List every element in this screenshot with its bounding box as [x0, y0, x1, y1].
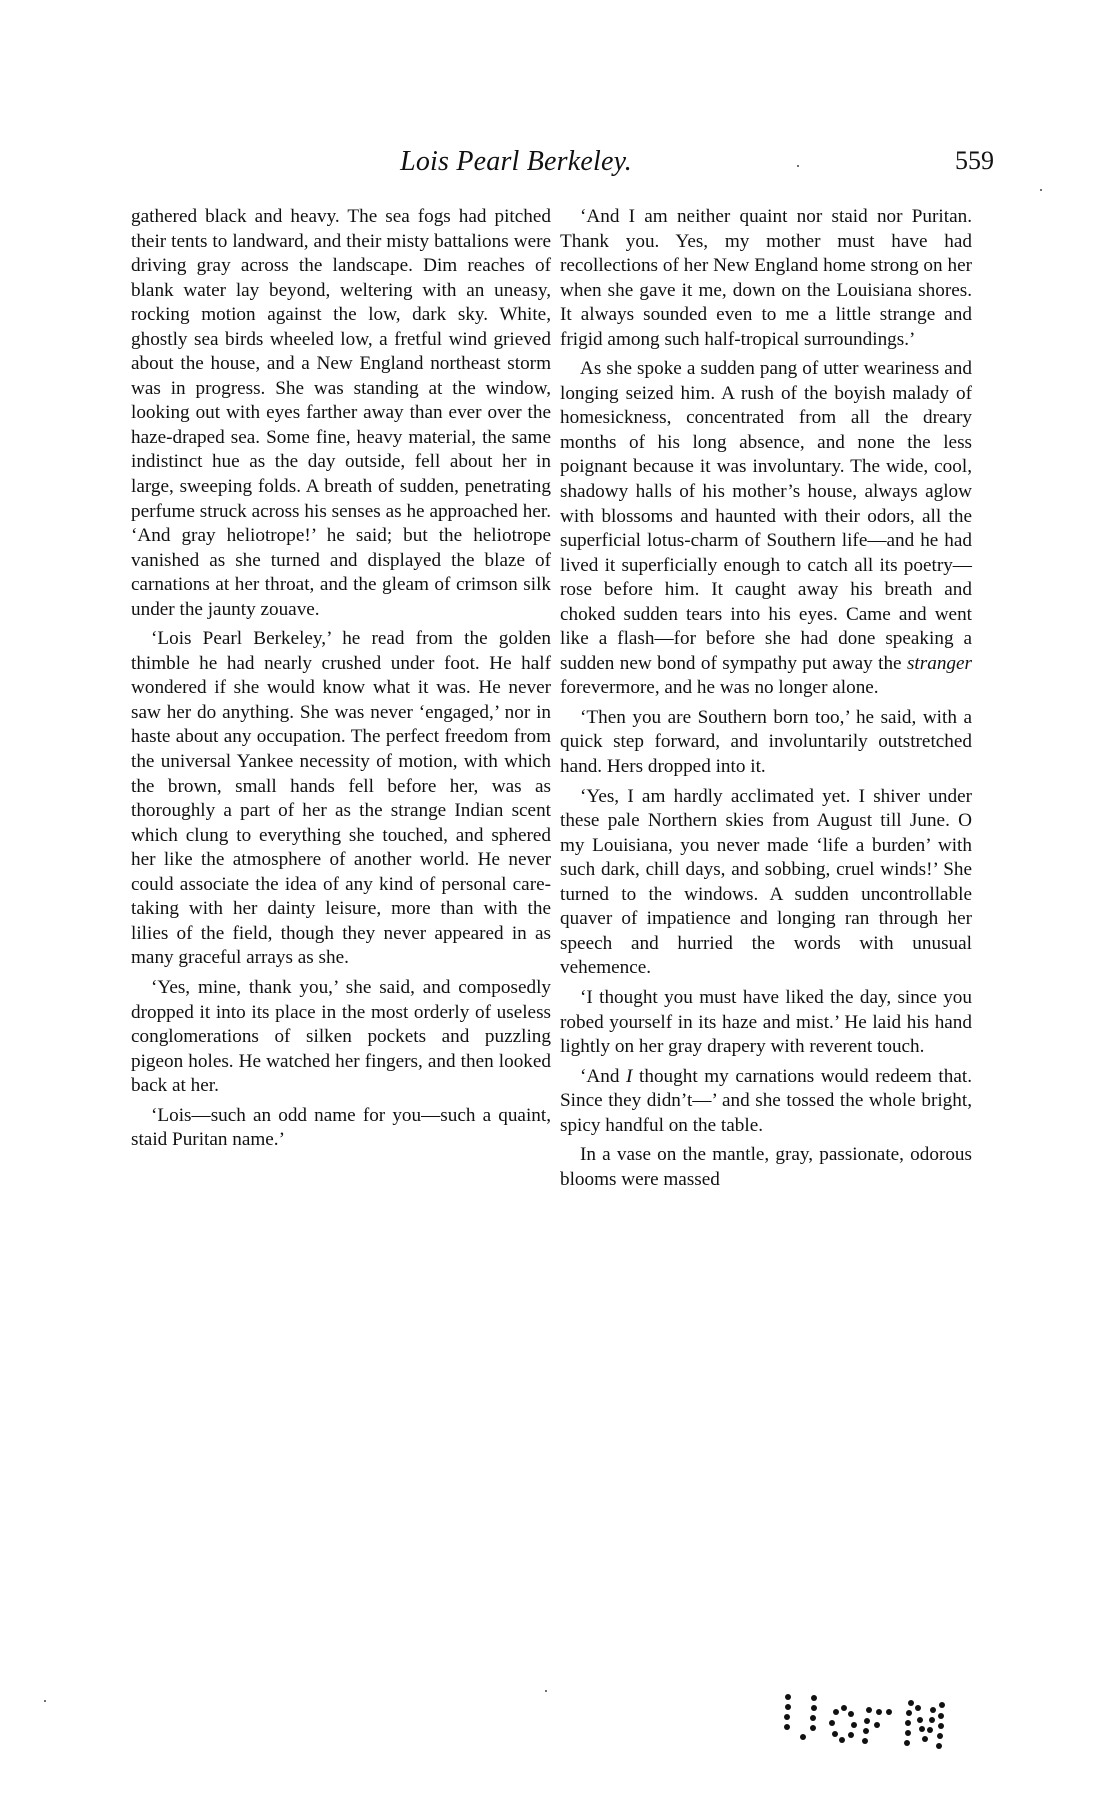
- paragraph: [560, 1065, 972, 1139]
- paragraph-text: As she spoke a sudden pang of utter weariness and longing seized him. A rush of the boyish malady of homesickness, concentrated from all the dreary months of his long absence, and none the less poignant because it was involuntary. The wide, cool, shadowy halls of his mother’s house, always aglow with blossoms and haunted with their odors, all the superficial lotus-charm of Southern life—and he had lived it superficially enough to catch all its poetry—rose before him. It caught away his breath and choked sudden tears into his eyes. Came and went like a flash—for before she had done speaking a sudden new bond of sympathy put away the: [560, 358, 972, 674]
- paragraph: ‘Yes, mine, thank you,’ she said, and composedly dropped it into its place in the most orderly of useless conglomerations of silken pockets and puzzling pigeon holes. He watched her fingers, and then looked back at her.: [131, 976, 551, 1097]
- perforation-hole: [785, 1694, 791, 1700]
- paragraph: ‘And I am neither quaint nor staid nor Puritan. Thank you. Yes, my mother must have had recollections of her New England home strong on her when she gave it me, down on the Louisiana shores. It always sounded even to me a little strange and frigid among such half-tropical surroundings.’: [560, 206, 972, 350]
- paragraph-text: thought my carnations would redeem that. Since they didn’t—’ and she tossed the whole bright, spicy handful on the table.: [560, 1065, 972, 1136]
- perforation-hole: [929, 1717, 935, 1723]
- paragraph: In a vase on the mantle, gray, passionate, odorous blooms were massed: [560, 1144, 972, 1190]
- perforation-hole: [886, 1709, 892, 1715]
- perforation-hole: [930, 1707, 936, 1713]
- perforation-hole: [839, 1737, 845, 1743]
- italic-emphasis: stranger: [906, 652, 972, 674]
- scan-speck: [1040, 189, 1042, 191]
- perforation-hole: [863, 1728, 869, 1734]
- perforation-hole: [864, 1718, 870, 1724]
- paragraph-text: forevermore, and he was no longer alone.: [560, 677, 879, 699]
- perforation-hole: [938, 1713, 944, 1719]
- perforation-hole: [829, 1720, 835, 1726]
- paragraph: [560, 357, 972, 701]
- paragraph: ‘I thought you must have liked the day, since you robed yourself in its haze and mist.’ He laid his hand lightly on her gray drapery with reverent touch.: [560, 986, 972, 1058]
- perforation-hole: [841, 1705, 847, 1711]
- perforation-hole: [938, 1723, 944, 1729]
- perforation-hole: [927, 1727, 933, 1733]
- perforation-hole: [915, 1705, 921, 1711]
- perforation-hole: [810, 1715, 816, 1721]
- perforation-hole: [917, 1717, 923, 1723]
- perforation-hole: [851, 1722, 857, 1728]
- page-number: 559: [955, 146, 994, 175]
- perforation-hole: [906, 1710, 912, 1716]
- perforation-hole: [937, 1733, 943, 1739]
- perforation-hole: [866, 1707, 872, 1713]
- paragraph: ‘Lois Pearl Berkeley,’ he read from the golden thimble he had nearly crushed under foot. He half wondered if she would know what it was. He never saw her do anything. She was never ‘engaged,’ nor in haste about any occupation. The perfect freedom from the universal Yankee necessity of motion, with which the brown, small hands fell before her, was as thoroughly a part of her as the strange Indian scent which clung to everything she touched, and sphered her like the atmosphere of another world. He never could associate the idea of any kind of personal care-taking with her dainty leisure, more than with the lilies of the field, though they never appeared in as many graceful arrays as she.: [131, 628, 551, 969]
- perforation-hole: [784, 1714, 790, 1720]
- perforation-hole: [876, 1709, 882, 1715]
- scan-speck: [545, 1690, 547, 1692]
- perforation-hole: [904, 1740, 910, 1746]
- perforation-hole: [833, 1709, 839, 1715]
- perforation-hole: [832, 1731, 838, 1737]
- italic-emphasis: I: [626, 1065, 633, 1087]
- perforation-hole: [785, 1704, 791, 1710]
- perforation-hole: [919, 1726, 925, 1732]
- perforation-hole: [800, 1734, 806, 1740]
- perforation-hole: [811, 1695, 817, 1701]
- perforation-hole: [908, 1700, 914, 1706]
- perforation-hole: [848, 1711, 854, 1717]
- scan-speck: [44, 1700, 46, 1702]
- scan-speck: [797, 165, 799, 167]
- paragraph-text: ‘And: [580, 1065, 627, 1087]
- perforation-hole: [810, 1725, 816, 1731]
- perforation-hole: [905, 1730, 911, 1736]
- paragraph: ‘Then you are Southern born too,’ he said, with a quick step forward, and involuntarily outstretched hand. Hers dropped into it.: [560, 706, 972, 778]
- perforation-hole: [874, 1722, 880, 1728]
- perforated-library-stamp: [760, 1690, 960, 1750]
- perforation-hole: [811, 1705, 817, 1711]
- text-column-left: [131, 205, 551, 1158]
- running-title: Lois Pearl Berkeley.: [400, 146, 632, 177]
- running-head: [0, 146, 1120, 186]
- paragraph: gathered black and heavy. The sea fogs had pitched their tents to landward, and their misty battalions were driving gray across the landscape. Dim reaches of blank water lay beyond, weltering with an uneasy, rocking motion against the low, dark sky. White, ghostly sea birds wheeled low, a fretful wind grieved about the house, and a New England northeast storm was in progress. She was standing at the window, looking out with eyes farther away than ever over the haze-draped sea. Some fine, heavy material, the same indistinct hue as the day outside, fell about her in large, sweeping folds. A breath of sudden, penetrating perfume struck across his senses as he approached her. ‘And gray heliotrope!’ he said; but the heliotrope vanished as she turned and displayed the blaze of carnations at her throat, and the gleam of crimson silk under the jaunty zouave.: [131, 206, 551, 620]
- paragraph: ‘Lois—such an odd name for you—such a quaint, staid Puritan name.’: [131, 1104, 551, 1151]
- perforation-hole: [848, 1732, 854, 1738]
- perforation-hole: [939, 1702, 945, 1708]
- perforation-hole: [862, 1738, 868, 1744]
- perforation-hole: [784, 1724, 790, 1730]
- text-column-right: [560, 205, 972, 1197]
- perforation-hole: [936, 1743, 942, 1749]
- perforation-hole: [905, 1720, 911, 1726]
- paragraph: ‘Yes, I am hardly acclimated yet. I shiver under these pale Northern skies from August till June. O my Louisiana, you never made ‘life a burden’ with such dark, chill days, and sobbing, cruel winds!’ She turned to the windows. A sudden uncontrollable quaver of impatience and longing ran through her speech and hurried the words with unusual vehemence.: [560, 785, 972, 979]
- perforation-hole: [922, 1736, 928, 1742]
